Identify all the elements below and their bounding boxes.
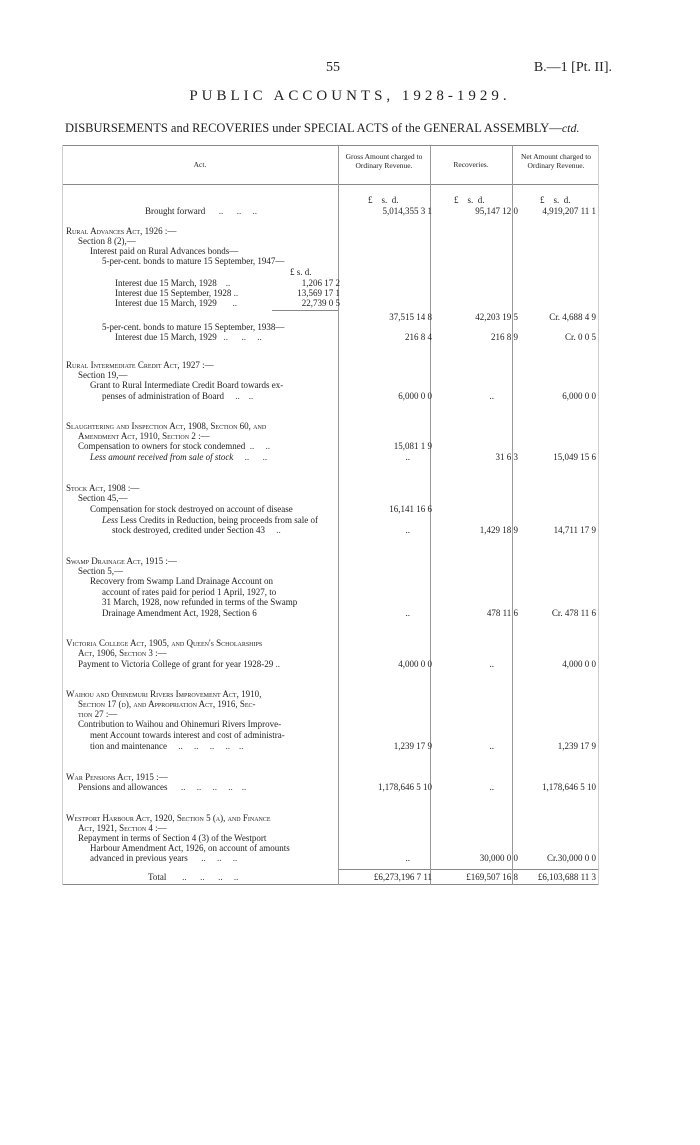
war-pensions-recoveries: .. bbox=[489, 782, 494, 792]
section-line: Section 19,— bbox=[78, 370, 128, 380]
section-heading: Victoria College Act, 1905, and Queen's Scholarships bbox=[66, 638, 263, 648]
section-line: Harbour Amendment Act, 1926, on account of amounts bbox=[90, 843, 290, 853]
interest-line: Interest due 15 March, 1929 .. bbox=[115, 298, 237, 308]
section-line: Less amount received from sale of stock .. .. bbox=[90, 452, 268, 462]
section-line: Interest paid on Rural Advances bonds— bbox=[90, 246, 239, 256]
section-heading: Westport Harbour Act, 1920, Section 5 (a), and Finance bbox=[66, 813, 271, 823]
section-heading: Amendment Act, 1910, Section 2 :— bbox=[78, 431, 210, 441]
rural-advances-1938-net: Cr. 0 0 5 bbox=[564, 332, 596, 342]
section-heading: Swamp Drainage Act, 1915 :— bbox=[66, 556, 177, 566]
victoria-net: 4,000 0 0 bbox=[562, 659, 596, 669]
interest-amount: 1,206 17 2 bbox=[301, 278, 340, 288]
total-gross: £6,273,196 7 11 bbox=[373, 872, 432, 882]
section-heading: Act, 1921, Section 4 :— bbox=[78, 823, 167, 833]
section-line: Payment to Victoria College of grant for year 1928-29 .. bbox=[78, 659, 280, 669]
interest-line: Interest due 15 March, 1929 .. .. .. bbox=[115, 332, 262, 342]
westport-recoveries: 30,000 0 0 bbox=[479, 853, 518, 863]
subtotal-rule bbox=[272, 310, 338, 311]
section-heading: Act, 1906, Section 3 :— bbox=[78, 648, 167, 658]
rural-advances-net: Cr. 4,688 4 9 bbox=[549, 312, 596, 322]
swamp-net: Cr. 478 11 6 bbox=[551, 608, 596, 618]
slaughtering-recoveries: 31 6 3 bbox=[495, 452, 518, 462]
brought-forward-gross: 5,014,355 3 1 bbox=[382, 206, 432, 216]
stock-less-gross: .. bbox=[405, 525, 410, 535]
section-line: Repayment in terms of Section 4 (3) of the Westport bbox=[78, 833, 267, 843]
section-heading: Rural Advances Act, 1926 :— bbox=[66, 226, 177, 236]
section-heading: tion 27 :— bbox=[78, 709, 118, 719]
column-header-gross: Gross Amount charged to Ordinary Revenue. bbox=[345, 152, 423, 170]
table-bottom-rule bbox=[62, 884, 598, 885]
section-line: account of rates paid for period 1 April, 1927, to bbox=[102, 587, 277, 597]
waihou-gross: 1,239 17 9 bbox=[393, 741, 432, 751]
section-line: Compensation to owners for stock condemned .. .. bbox=[78, 441, 270, 451]
waihou-net: 1,239 17 9 bbox=[557, 741, 596, 751]
section-line: tion and maintenance .. .. .. .. .. bbox=[90, 741, 244, 751]
rural-advances-recoveries: 42,203 19 5 bbox=[475, 312, 518, 322]
war-pensions-gross: 1,178,646 5 10 bbox=[378, 782, 432, 792]
column-divider bbox=[430, 145, 431, 885]
table-head-rule bbox=[62, 184, 598, 185]
currency-head-gross: £ s. d. bbox=[368, 195, 399, 205]
stock-recoveries: 1,429 18 9 bbox=[479, 525, 518, 535]
section-line: 31 March, 1928, now refunded in terms of the Swamp bbox=[102, 597, 298, 607]
section-line: 5-per-cent. bonds to mature 15 September, 1938— bbox=[102, 322, 285, 332]
section-line: Less Less Credits in Reduction, being proceeds from sale of bbox=[102, 515, 318, 525]
section-line: Contribution to Waihou and Ohinemuri Rivers Improve- bbox=[78, 719, 282, 729]
page-title: PUBLIC ACCOUNTS, 1928-1929. bbox=[189, 88, 511, 104]
section-line: Grant to Rural Intermediate Credit Board towards ex- bbox=[90, 380, 284, 390]
section-heading: Slaughtering and Inspection Act, 1908, Section 60, and bbox=[66, 421, 267, 431]
column-divider bbox=[338, 145, 339, 885]
total-label: Total .. .. .. .. bbox=[148, 872, 239, 882]
brought-forward-recoveries: 95,147 12 0 bbox=[475, 206, 518, 216]
rural-intermediate-recoveries: .. bbox=[489, 391, 494, 401]
total-top-rule bbox=[338, 869, 598, 870]
waihou-recoveries: .. bbox=[489, 741, 494, 751]
subtitle-ctd: ctd. bbox=[561, 121, 580, 135]
table-left-border bbox=[62, 145, 63, 885]
page-subtitle bbox=[65, 121, 579, 136]
section-line: ment Account towards interest and cost of administra- bbox=[90, 730, 285, 740]
interest-line: Interest due 15 September, 1928 .. bbox=[115, 288, 239, 298]
currency-head-recoveries: £ s. d. bbox=[454, 195, 485, 205]
document-reference: B.—1 [Pt. II]. bbox=[533, 60, 612, 75]
currency-head-net: £ s. d. bbox=[540, 195, 571, 205]
total-recoveries: £169,507 16 8 bbox=[466, 872, 518, 882]
stock-net: 14,711 17 9 bbox=[553, 525, 596, 535]
section-heading: Waihou and Ohinemuri Rivers Improvement Act, 1910, bbox=[66, 689, 262, 699]
page-number: 55 bbox=[326, 60, 340, 75]
section-line: Drainage Amendment Act, 1928, Section 6 bbox=[102, 608, 257, 618]
slaughtering-net: 15,049 15 6 bbox=[553, 452, 596, 462]
column-header-act: Act. bbox=[193, 160, 207, 169]
table-top-rule bbox=[62, 145, 598, 146]
column-divider bbox=[512, 145, 513, 885]
brought-forward-label: Brought forward .. .. .. bbox=[145, 206, 257, 216]
rural-intermediate-gross: 6,000 0 0 bbox=[398, 391, 432, 401]
section-line: Section 45,— bbox=[78, 493, 128, 503]
swamp-gross: .. bbox=[405, 608, 410, 618]
victoria-recoveries: .. bbox=[489, 659, 494, 669]
slaughtering-less-gross: .. bbox=[405, 452, 410, 462]
section-line: Section 8 (2),— bbox=[78, 236, 136, 246]
rural-advances-gross: 37,515 14 8 bbox=[389, 312, 432, 322]
westport-gross: .. bbox=[405, 853, 410, 863]
subtitle-main: DISBURSEMENTS and RECOVERIES under SPECIAL ACTS of the GENERAL ASSEMBLY— bbox=[65, 121, 562, 135]
stock-gross: 16,141 16 6 bbox=[389, 504, 432, 514]
section-heading: War Pensions Act, 1915 :— bbox=[66, 772, 168, 782]
column-header-recoveries: Recoveries. bbox=[453, 160, 489, 169]
rural-advances-1938-gross: 216 8 4 bbox=[405, 332, 432, 342]
rural-advances-1938-recoveries: 216 8 9 bbox=[491, 332, 518, 342]
section-heading: Rural Intermediate Credit Act, 1927 :— bbox=[66, 360, 214, 370]
section-line: Compensation for stock destroyed on account of disease bbox=[90, 504, 293, 514]
rural-intermediate-net: 6,000 0 0 bbox=[562, 391, 596, 401]
interest-amount: 22,739 0 5 bbox=[301, 298, 340, 308]
slaughtering-gross: 15,081 1 9 bbox=[393, 441, 432, 451]
section-line: 5-per-cent. bonds to mature 15 September, 1947— bbox=[102, 256, 285, 266]
war-pensions-net: 1,178,646 5 10 bbox=[542, 782, 596, 792]
section-heading: Section 17 (d), and Appropriation Act, 1916, Sec- bbox=[78, 699, 256, 709]
interest-amount: 13,569 17 1 bbox=[297, 288, 340, 298]
section-line: stock destroyed, credited under Section 43 .. bbox=[112, 525, 281, 535]
brought-forward-net: 4,919,207 11 1 bbox=[542, 206, 596, 216]
interest-subhead: £ s. d. bbox=[290, 267, 312, 277]
section-heading: Stock Act, 1908 :— bbox=[66, 483, 140, 493]
section-line: Section 5,— bbox=[78, 566, 123, 576]
section-line: advanced in previous years .. .. .. bbox=[90, 853, 238, 863]
table-right-border bbox=[598, 145, 599, 885]
section-line: Pensions and allowances .. .. .. .. .. bbox=[78, 782, 247, 792]
swamp-recoveries: 478 11 6 bbox=[486, 608, 518, 618]
section-line: Recovery from Swamp Land Drainage Account on bbox=[90, 576, 273, 586]
section-line: penses of administration of Board .. .. bbox=[102, 391, 254, 401]
total-net: £6,103,688 11 3 bbox=[537, 872, 596, 882]
victoria-gross: 4,000 0 0 bbox=[398, 659, 432, 669]
westport-net: Cr.30,000 0 0 bbox=[546, 853, 596, 863]
interest-line: Interest due 15 March, 1928 .. bbox=[115, 278, 231, 288]
column-header-net: Net Amount charged to Ordinary Revenue. bbox=[520, 152, 592, 170]
